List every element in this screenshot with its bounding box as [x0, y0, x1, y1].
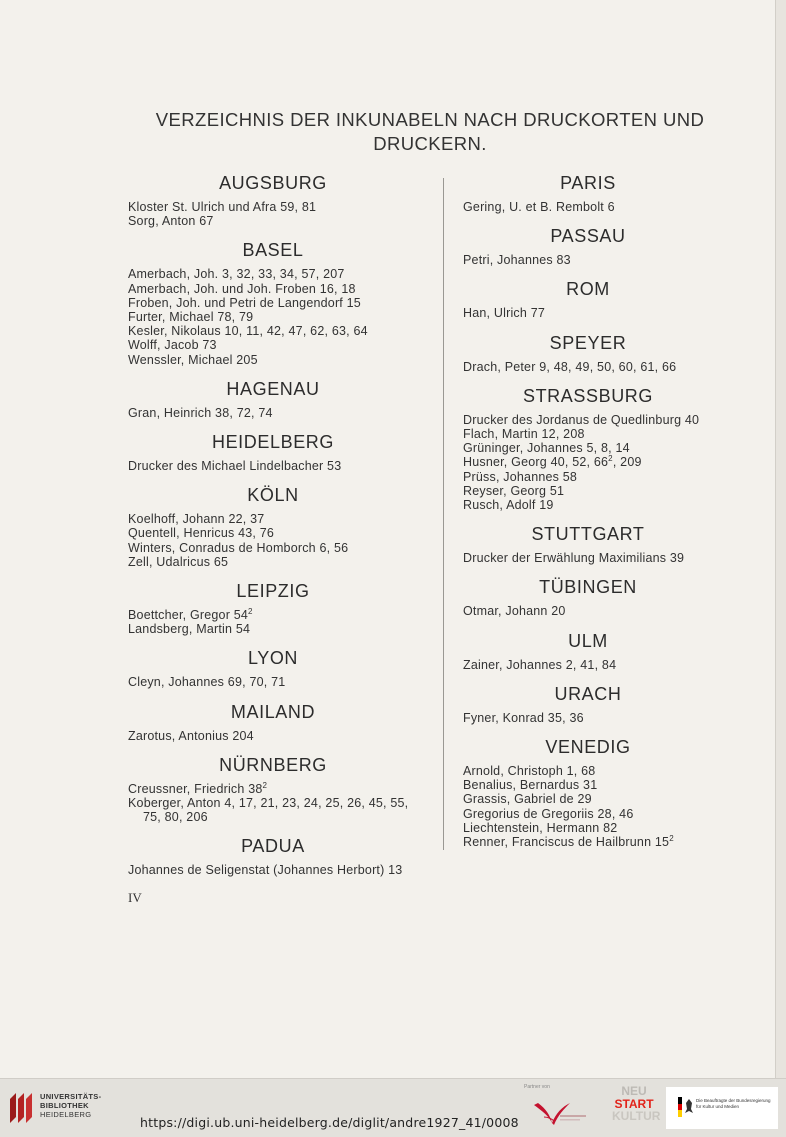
printer-entry: Drucker des Michael Lindelbacher 53: [128, 459, 342, 474]
printer-entry: Liechtenstein, Hermann 82: [463, 820, 618, 835]
left-column: [128, 172, 428, 889]
city-heading: HAGENAU: [226, 378, 320, 399]
printer-entry: Landsberg, Martin 54: [128, 622, 251, 637]
right-column: [463, 172, 763, 860]
city-heading: URACH: [554, 683, 622, 704]
federal-government-text: Die Beauftragte der Bundesregierung für Kultur und Medien: [696, 1098, 771, 1109]
printer-entry: Flach, Martin 12, 208: [463, 427, 585, 442]
city-heading: PADUA: [241, 836, 305, 857]
city-heading: TÜBINGEN: [539, 577, 637, 598]
printer-entry: Benalius, Bernardus 31: [463, 778, 598, 793]
printer-entry: Boettcher, Gregor $54^2$: [128, 606, 253, 623]
printer-entry: Grassis, Gabriel de 29: [463, 792, 592, 807]
city-section: [128, 580, 418, 636]
title-line-2: DRUCKERN.: [373, 133, 487, 154]
printer-entry: Renner, Franciscus de Hailbrunn $15^2$: [463, 833, 674, 850]
column-divider: [443, 178, 444, 850]
city-section: [128, 647, 418, 689]
printer-entry: Koberger, Anton 4, 17, 21, 23, 24, 25, 26, 45, 55, 75, 80, 206: [128, 796, 409, 825]
city-section: [128, 484, 418, 569]
printer-entry: Koelhoff, Johann 22, 37: [128, 512, 265, 527]
printer-entry: Petri, Johannes 83: [463, 253, 571, 268]
city-heading: AUGSBURG: [219, 173, 327, 193]
neustart-line-2: START: [614, 1096, 654, 1111]
page-title: [120, 108, 740, 156]
library-name-line-2: BIBLIOTHEK: [40, 1101, 89, 1110]
printer-entry: Wolff, Jacob 73: [128, 338, 217, 353]
viewer-footer: [0, 1078, 786, 1137]
city-heading: SPEYER: [549, 332, 627, 353]
title-line-1: VERZEICHNIS DER INKUNABELN NACH DRUCKORTEN UND: [155, 109, 705, 130]
partner-logo-icon[interactable]: [528, 1093, 590, 1129]
city-section: [463, 225, 713, 267]
library-name-line-3: HEIDELBERG: [40, 1110, 92, 1119]
library-name-line-1: UNIVERSITÄTS-: [40, 1092, 102, 1101]
city-section: [463, 172, 713, 214]
city-heading: STRASSBURG: [522, 385, 654, 406]
city-section: [128, 754, 418, 825]
printer-entry: Wenssler, Michael 205: [128, 352, 258, 367]
city-section: [463, 683, 713, 725]
city-heading: PARIS: [560, 173, 616, 193]
printer-entry: Cleyn, Johannes 69, 70, 71: [128, 675, 286, 690]
printer-entry: Arnold, Christoph 1, 68: [463, 764, 596, 779]
printer-entry: Zell, Udalricus 65: [128, 554, 229, 569]
printer-entry: Drucker der Erwählung Maximilians 39: [463, 551, 685, 566]
printer-entry: Sorg, Anton 67: [128, 214, 214, 229]
german-flag-icon: [678, 1097, 682, 1117]
city-heading: BASEL: [242, 240, 304, 261]
printer-entry: Gran, Heinrich 38, 72, 74: [128, 405, 273, 420]
city-heading: LYON: [247, 648, 299, 669]
city-section: [128, 835, 418, 877]
printer-entry: Winters, Conradus de Homborch 6, 56: [128, 540, 349, 555]
printer-entry: Reyser, Georg 51: [463, 483, 565, 498]
printer-entry: Froben, Joh. und Petri de Langendorf 15: [128, 295, 361, 310]
city-section: [463, 576, 713, 618]
city-heading: PASSAU: [550, 226, 626, 247]
printer-entry: Amerbach, Joh. und Joh. Froben 16, 18: [128, 281, 356, 296]
city-heading: HEIDELBERG: [211, 432, 335, 453]
city-heading: STUTTGART: [531, 524, 645, 545]
printer-entry: Han, Ulrich 77: [463, 306, 545, 321]
city-heading: ULM: [568, 630, 608, 651]
city-section: [463, 523, 713, 565]
partner-label: Partner von: [524, 1084, 550, 1090]
printer-entry: Prüss, Johannes 58: [463, 469, 578, 484]
printer-entry: Otmar, Johann 20: [463, 604, 566, 619]
university-library-logo-icon[interactable]: [6, 1089, 36, 1125]
printer-entry: Drucker des Jordanus de Quedlinburg 40: [463, 412, 700, 427]
city-heading: VENEDIG: [545, 737, 631, 758]
city-section: [463, 278, 713, 320]
city-heading: LEIPZIG: [236, 581, 310, 602]
printer-entry: Johannes de Seligenstat (Johannes Herbort) 13: [128, 863, 403, 878]
eagle-icon: [684, 1097, 694, 1117]
city-section: [463, 332, 713, 374]
city-heading: NÜRNBERG: [219, 754, 327, 775]
printer-entry: Kloster St. Ulrich und Afra 59, 81: [128, 200, 317, 214]
printer-entry: Rusch, Adolf 19: [463, 498, 554, 513]
neustart-line-1: NEU: [621, 1084, 647, 1098]
federal-government-logo[interactable]: [666, 1087, 778, 1129]
city-heading: MAILAND: [230, 701, 316, 722]
neustart-kultur-logo[interactable]: [612, 1084, 661, 1123]
city-heading: KÖLN: [247, 485, 299, 506]
city-section: [463, 736, 713, 849]
printer-entry: Gregorius de Gregoriis 28, 46: [463, 806, 634, 821]
city-section: [128, 378, 418, 420]
library-name[interactable]: [40, 1092, 101, 1119]
city-heading: ROM: [566, 279, 610, 300]
city-section: [128, 431, 418, 473]
permalink-url[interactable]: https://digi.ub.uni-heidelberg.de/diglit/andre1927_41/0008: [140, 1115, 519, 1130]
city-section: [128, 172, 418, 228]
printer-entry: Zainer, Johannes 2, 41, 84: [463, 657, 617, 672]
printer-entry: Furter, Michael 78, 79: [128, 310, 254, 325]
city-section: [463, 385, 713, 512]
printer-entry: Zarotus, Antonius 204: [128, 728, 254, 743]
neustart-line-3: KULTUR: [612, 1109, 661, 1123]
city-section: [463, 630, 713, 672]
page-number: IV: [128, 890, 142, 905]
printer-entry: Gering, U. et B. Rembolt 6: [463, 200, 615, 214]
printer-entry: Drach, Peter 9, 48, 49, 50, 60, 61, 66: [463, 359, 677, 374]
printer-entry: Husner, Georg 40, 52, $66^2$, 209: [463, 454, 642, 470]
printer-entry: Creussner, Friedrich $38^2$: [128, 780, 268, 796]
city-section: [128, 701, 418, 743]
printer-entry: Fyner, Konrad 35, 36: [463, 710, 584, 725]
printer-entry: Kesler, Nikolaus 10, 11, 42, 47, 62, 63, 64: [128, 324, 368, 339]
printer-entry: Grüninger, Johannes 5, 8, 14: [463, 441, 630, 456]
city-section: [128, 239, 418, 366]
printer-entry: Quentell, Henricus 43, 76: [128, 526, 275, 541]
printer-entry: Amerbach, Joh. 3, 32, 33, 34, 57, 207: [128, 267, 345, 282]
page-edge: [775, 0, 786, 1078]
